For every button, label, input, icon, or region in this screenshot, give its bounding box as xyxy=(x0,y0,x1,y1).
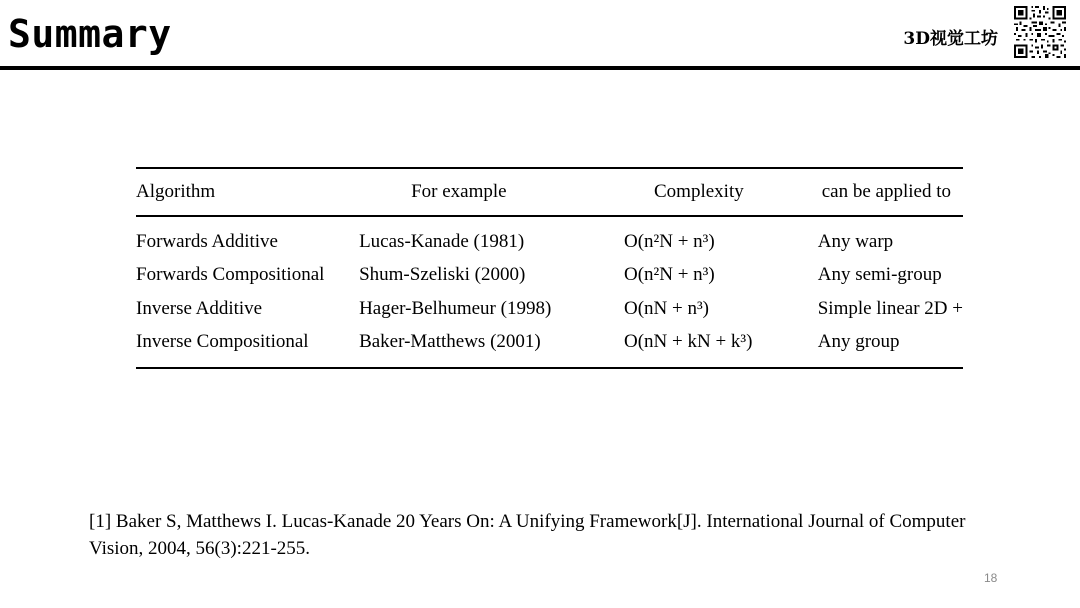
table-row xyxy=(136,326,963,369)
algorithm-cell: Inverse Additive xyxy=(136,297,263,319)
table-row xyxy=(136,292,963,326)
reference-citation: [1] Baker S, Matthews I. Lucas-Kanade 20 Years On: A Unifying Framework[J]. International Journal of Computer Vision, 2004, 56(3):221-255. xyxy=(89,511,966,559)
example-cell: Hager-Belhumeur (1998) xyxy=(359,297,552,319)
complexity-cell: O(n²N + n³) xyxy=(624,264,715,286)
table-header-row xyxy=(136,168,963,216)
column-header-complexity: Complexity xyxy=(654,181,744,202)
table-row xyxy=(136,216,963,259)
applied-to-cell: Any group xyxy=(817,331,900,353)
slide-title: Summary xyxy=(8,12,172,56)
applied-to-cell: Any warp xyxy=(817,230,894,252)
algorithm-cell: Inverse Compositional xyxy=(136,331,309,353)
column-header-applied-to: can be applied to xyxy=(821,181,951,202)
applied-to-cell: Simple linear 2D + xyxy=(817,297,963,319)
title-divider xyxy=(0,66,1080,70)
algorithm-cell: Forwards Additive xyxy=(136,230,278,252)
table-row xyxy=(136,259,963,293)
example-cell: Baker-Matthews (2001) xyxy=(359,331,541,353)
algorithm-cell: Forwards Compositional xyxy=(136,264,325,286)
applied-to-cell: Any semi-group xyxy=(817,264,942,286)
example-cell: Shum-Szeliski (2000) xyxy=(359,264,526,286)
brand-label: 3D视觉工坊 xyxy=(903,29,998,49)
complexity-cell: O(n²N + n³) xyxy=(624,230,715,252)
qr-code-icon xyxy=(1012,4,1068,60)
column-header-for-example: For example xyxy=(411,181,507,202)
algorithm-summary-table xyxy=(136,167,963,369)
column-header-algorithm: Algorithm xyxy=(136,181,216,202)
complexity-cell: O(nN + kN + k³) xyxy=(624,331,753,353)
complexity-cell: O(nN + n³) xyxy=(624,297,710,319)
page-number: 18 xyxy=(984,571,998,585)
example-cell: Lucas-Kanade (1981) xyxy=(359,230,525,252)
